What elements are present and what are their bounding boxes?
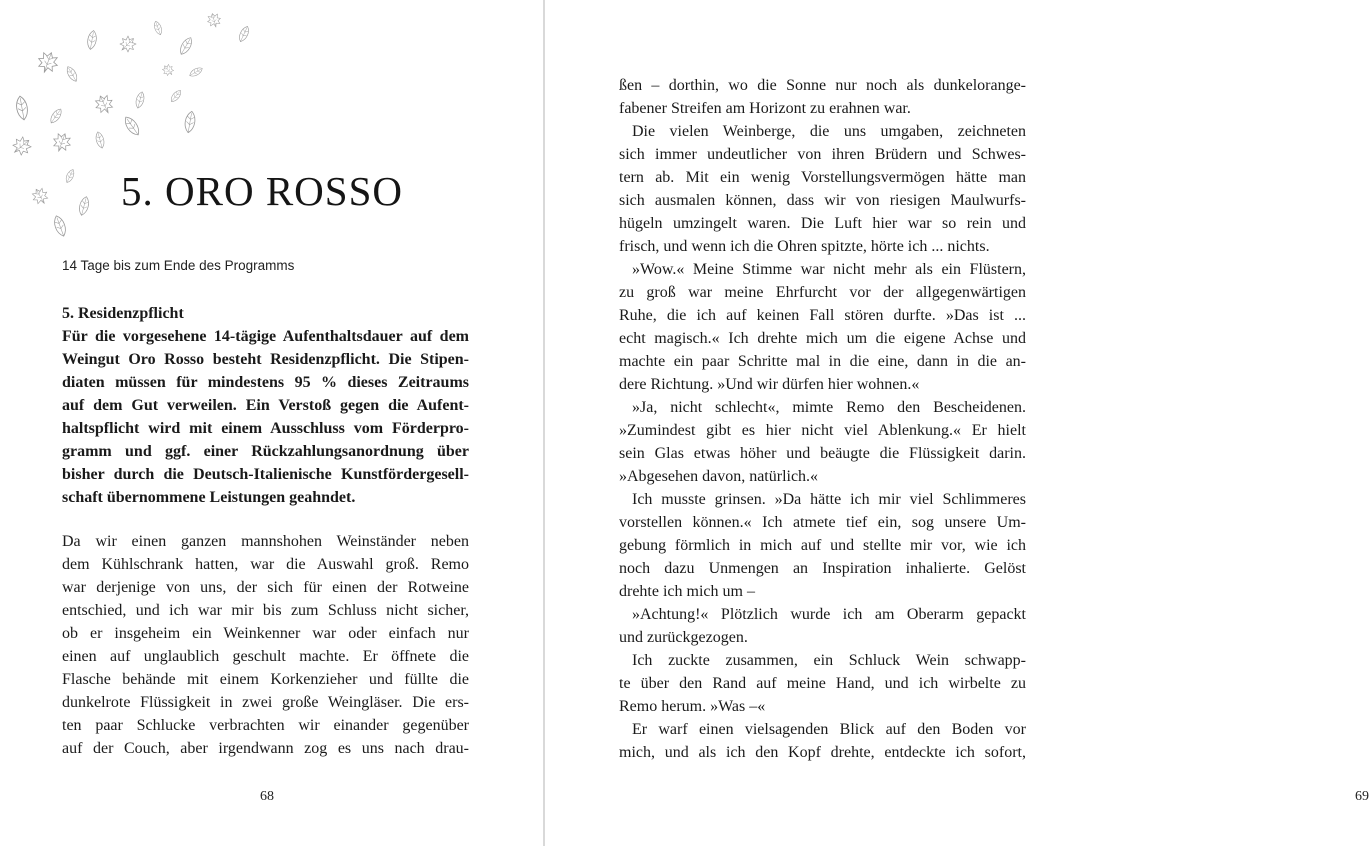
chapter-title: 5. ORO ROSSO <box>121 168 403 214</box>
leaf-icon <box>48 107 64 125</box>
leaf-icon <box>86 30 98 50</box>
text-line: Er warf einen vielsagenden Blick auf den Boden vor <box>632 721 1026 738</box>
leaf-icon <box>169 88 183 103</box>
text-line: dem Kühlschrank hatten, war die Auswahl groß. Remo <box>62 556 469 573</box>
text-line: »Abgesehen davon, natürlich.« <box>619 468 819 485</box>
text-line: drehte ich mich um – <box>619 583 755 600</box>
text-line: entschied, und ich war mir bis zum Schluss nicht sicher, <box>62 602 469 619</box>
text-line: sein Glas etwas höher und beäugte die Flüssigkeit darin. <box>619 445 1026 462</box>
left-body-text <box>62 530 469 760</box>
text-line: echt magisch.« Ich drehte mich um die eigene Achse und <box>619 330 1026 347</box>
text-line: frisch, und wenn ich die Ohren spitzte, hörte ich ... nichts. <box>619 238 990 255</box>
leaf-icon <box>65 65 80 83</box>
leaf-icon <box>29 185 50 207</box>
rule-text-line: haltspflicht wird mit einem Ausschluss vom Förderpro- <box>62 420 469 437</box>
rule-block <box>62 302 469 509</box>
text-line: noch dazu Unmengen an Inspiration inhalierte. Gelöst <box>619 560 1026 577</box>
leaf-icon <box>122 114 142 137</box>
text-line: Da wir einen ganzen mannshohen Weinständer neben <box>62 533 469 550</box>
leaf-icon <box>153 20 164 36</box>
right-body-text <box>619 74 1026 764</box>
rule-text-line: bisher durch die Deutsch-Italienische Kunstfördergesell- <box>62 466 469 483</box>
text-line: gebung förmlich in mich auf und stellte mir vor, wie ich <box>619 537 1026 554</box>
leaf-icon <box>237 25 251 43</box>
text-line: auf der Couch, aber irgendwann zog es uns nach drau- <box>62 740 469 757</box>
text-line: und zurückgezogen. <box>619 629 748 646</box>
left-page <box>0 0 543 846</box>
rule-text-line: gramm und ggf. einer Rückzahlungsanordnung über <box>62 443 469 460</box>
text-line: Die vielen Weinberge, die uns umgaben, zeichneten <box>632 123 1026 140</box>
leaf-icon <box>178 36 195 57</box>
rule-heading: 5. Residenzpflicht <box>62 305 184 322</box>
text-line: war derjenige von uns, der sich für einen der Rotweine <box>62 579 469 596</box>
rule-text <box>62 325 469 509</box>
text-line: te über den Rand auf meine Hand, und ich wirbelte zu <box>619 675 1026 692</box>
text-line: tern ab. Mit ein wenig Vorstellungsvermögen hätte man <box>619 169 1026 186</box>
text-line: Ruhe, die ich auf keinen Fall stören durfte. »Das ist ... <box>619 307 1026 324</box>
rule-text-line: diaten müssen für mindestens 95 % dieses Zeitraums <box>62 374 469 391</box>
leaf-icon <box>9 134 34 159</box>
leaf-icon <box>94 131 105 149</box>
text-line: ob er insgeheim ein Weinkenner war oder einfach nur <box>62 625 469 642</box>
chapter-subtitle: 14 Tage bis zum Ende des Programms <box>62 258 295 273</box>
text-line: dere Richtung. »Und wir dürfen hier wohnen.« <box>619 376 920 393</box>
text-line: »Achtung!« Plötzlich wurde ich am Oberarm gepackt <box>632 606 1026 623</box>
leaf-icon <box>160 62 176 78</box>
leaf-icon <box>92 92 116 116</box>
leaf-icon <box>64 168 76 184</box>
text-line: Flasche behände mit einem Korkenzieher und füllte die <box>62 671 469 688</box>
leaf-icon <box>15 95 30 120</box>
leaf-icon <box>117 33 139 55</box>
text-line: »Wow.« Meine Stimme war nicht mehr als ein Flüstern, <box>632 261 1026 278</box>
leaf-icon <box>52 214 68 238</box>
text-line: vorstellen können.« Ich atmete tief ein, sog unsere Um- <box>619 514 1026 531</box>
text-line: sich immer undeutlicher von ihren Brüdern und Schwes- <box>619 146 1026 163</box>
text-line: ßen – dorthin, wo die Sonne nur noch als dunkelorange- <box>619 77 1026 94</box>
rule-text-line: Für die vorgesehene 14-tägige Aufenthaltsdauer auf dem <box>62 328 469 345</box>
text-line: »Zumindest gibt es hier nicht viel Ablenkung.« Er hielt <box>619 422 1026 439</box>
rule-text-line: auf dem Gut verweilen. Ein Verstoß gegen die Aufent- <box>62 397 469 414</box>
leaf-icon <box>35 49 61 75</box>
leaf-icon <box>134 91 145 109</box>
leaf-icon <box>183 111 196 134</box>
page-number-left: 68 <box>260 789 274 804</box>
text-line: mich, und als ich den Kopf drehte, entdeckte ich sofort, <box>619 744 1026 761</box>
text-line: ten paar Schlucke verbrachten wir einander gegenüber <box>62 717 469 734</box>
rule-text-line: schaft übernommene Leistungen geahndet. <box>62 489 356 506</box>
leaf-icon <box>206 12 222 29</box>
text-line: einen auf unglaublich geschult machte. Er öffnete die <box>62 648 469 665</box>
text-line: hügeln umzingelt waren. Die Luft hier war so rein und <box>619 215 1026 232</box>
text-line: »Ja, nicht schlecht«, mimte Remo den Bescheidenen. <box>632 399 1026 416</box>
text-line: sich ausmalen können, dass wir von riesigen Maulwurfs- <box>619 192 1026 209</box>
text-line: zu groß war meine Ehrfurcht vor der allgegenwärtigen <box>619 284 1026 301</box>
leaf-icon <box>50 131 73 154</box>
text-line: machte ein paar Schritte mal in die eine, dann in die an- <box>619 353 1026 370</box>
page-number-right: 69 <box>1355 789 1369 804</box>
rule-text-line: Weingut Oro Rosso besteht Residenzpflicht. Die Stipen- <box>62 351 469 368</box>
text-line: Ich musste grinsen. »Da hätte ich mir viel Schlimmeres <box>632 491 1026 508</box>
text-line: fabener Streifen am Horizont zu erahnen war. <box>619 100 911 117</box>
leaf-icon <box>77 196 90 217</box>
text-line: dunkelrote Flüssigkeit in zwei große Weingläser. Die ers- <box>62 694 469 711</box>
text-line: Ich zuckte zusammen, ein Schluck Wein schwapp- <box>632 652 1026 669</box>
text-line: Remo herum. »Was –« <box>619 698 766 715</box>
leaf-icon <box>188 66 204 79</box>
